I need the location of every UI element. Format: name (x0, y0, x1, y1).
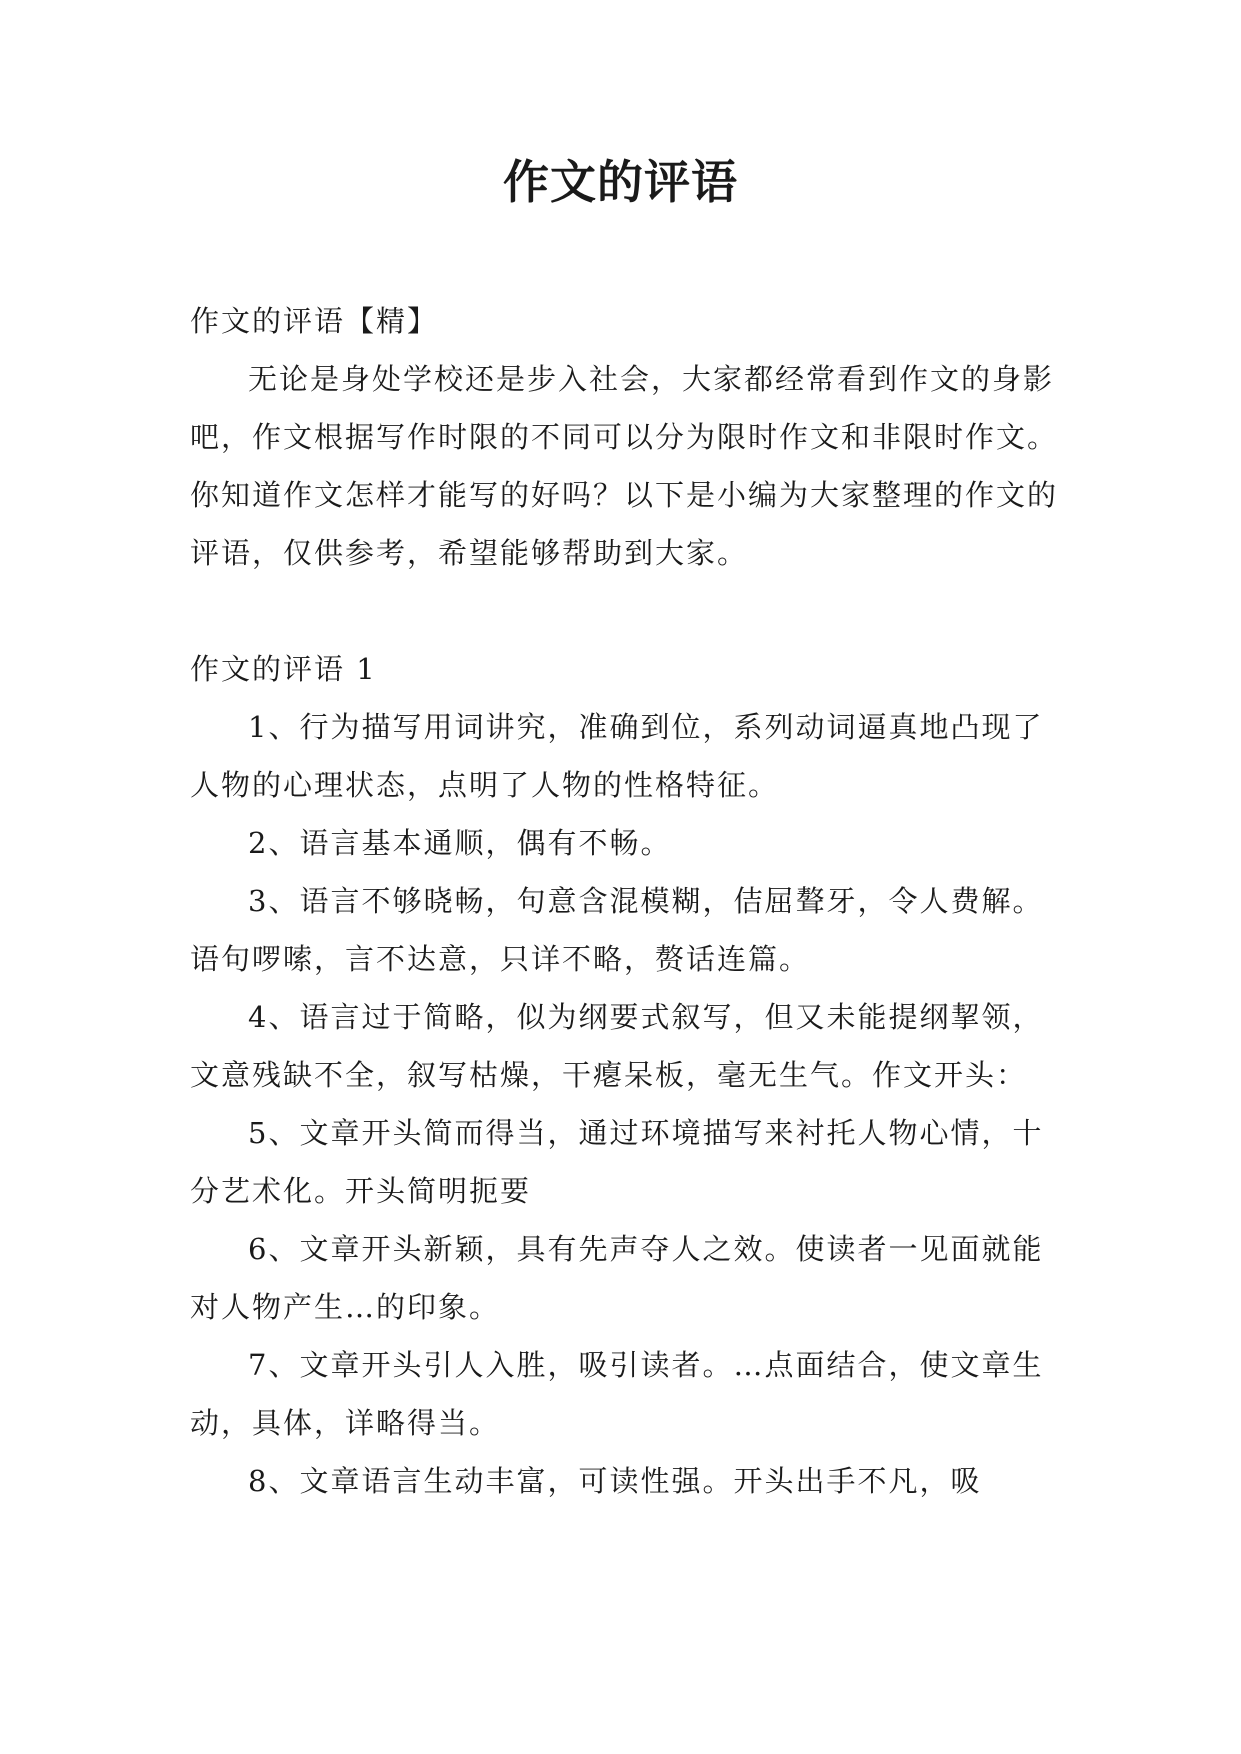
document-title: 作文的评语 (503, 155, 738, 209)
section-heading: 作文的评语 1 (190, 652, 377, 686)
comment-item-7: 7、文章开头引人入胜，吸引读者。…点面结合，使文章生动，具体，详略得当。 (190, 1348, 1044, 1440)
comment-item-2: 2、语言基本通顺，偶有不畅。 (248, 826, 672, 860)
intro-paragraph: 无论是身处学校还是步入社会，大家都经常看到作文的身影吧，作文根据写作时限的不同可以分为限时作文和非限时作文。你知道作文怎样才能写的好吗？以下是小编为大家整理的作文的评语，仅供参考，希望能够帮助到大家。 (190, 362, 1059, 570)
comment-item-6: 6、文章开头新颖，具有先声夺人之效。使读者一见面就能对人物产生…的印象。 (190, 1232, 1044, 1324)
comment-item-4: 4、语言过于简略，似为纲要式叙写，但又未能提纲挈领，文意残缺不全，叙写枯燥，干瘪呆板，毫无生气。作文开头： (190, 1000, 1044, 1092)
document-body (190, 292, 1058, 1510)
comment-item-8: 8、文章语言生动丰富，可读性强。开头出手不凡，吸 (248, 1464, 982, 1498)
document-subtitle: 作文的评语【精】 (190, 304, 439, 338)
comment-item-5: 5、文章开头简而得当，通过环境描写来衬托人物心情，十分艺术化。开头简明扼要 (190, 1116, 1044, 1208)
comment-item-1: 1、行为描写用词讲究，准确到位，系列动词逼真地凸现了人物的心理状态，点明了人物的性格特征。 (190, 710, 1044, 802)
comment-item-3: 3、语言不够晓畅，句意含混模糊，佶屈聱牙，令人费解。语句啰嗦，言不达意，只详不略，赘话连篇。 (190, 884, 1044, 976)
paragraph-gap (190, 582, 1058, 640)
